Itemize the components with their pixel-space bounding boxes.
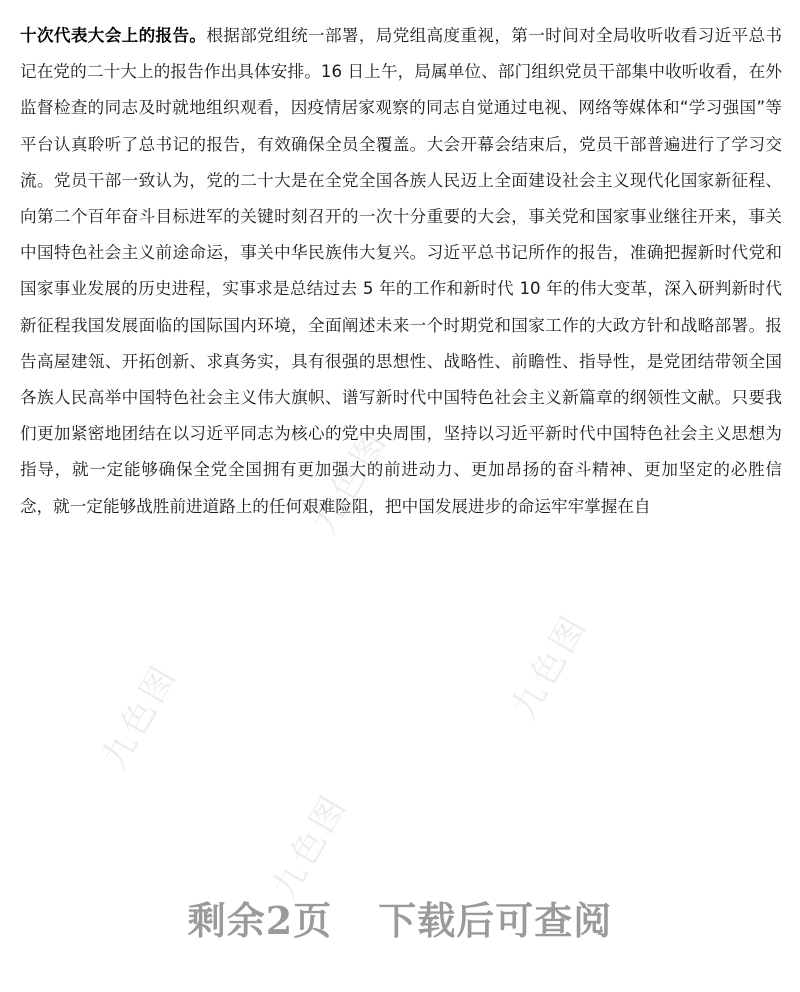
- download-prompt-label: 下载后可查阅: [378, 898, 613, 943]
- remaining-pages-banner[interactable]: [0, 890, 800, 945]
- watermark: 九色图: [504, 606, 596, 726]
- watermark: 九色图: [264, 786, 356, 906]
- watermark: 九色图: [304, 421, 396, 541]
- paragraph-body: 根据部党组统一部署，局党组高度重视，第一时间对全局收听收看习近平总书记在党的二十大上的报告作出具体安排。16 日上午，局属单位、部门组织党员干部集中收听收看，在外监督检查的同志及时就地组织观看，因疫情居家观察的同志自觉通过电视、网络等媒体和“学习强国”等平台认真聆听了总书记的报告，有效确保全员全覆盖。大会开幕会结束后，党员干部普遍进行了学习交流。党员干部一致认为，党的二十大是在全党全国各族人民迈上全面建设社会主义现代化国家新征程、向第二个百年奋斗目标进军的关键时刻召开的一次十分重要的大会，事关党和国家事业继往开来，事关中国特色社会主义前途命运，事关中华民族伟大复兴。习近平总书记所作的报告，准确把握新时代党和国家事业发展的历史进程，实事求是总结过去 5 年的工作和新时代 10 年的伟大变革，深入研判新时代新征程我国发展面临的国际国内环境，全面阐述未来一个时期党和国家工作的大政方针和战略部署。报告高屋建瓴、开拓创新、求真务实，具有很强的思想性、战略性、前瞻性、指导性，是党团结带领全国各族人民高举中国特色社会主义伟大旗帜、谱写新时代中国特色社会主义新篇章的纲领性文献。只要我们更加紧密地团结在以习近平同志为核心的党中央周围，坚持以习近平新时代中国特色社会主义思想为指导，就一定能够确保全党全国拥有更加强大的前进动力、更加昂扬的奋斗精神、更加坚定的必胜信念，就一定能够战胜前进道路上的任何艰难险阻，把中国发展进步的命运牢牢掌握在自: [20, 26, 783, 516]
- remaining-pages-label: 剩余2页: [187, 898, 333, 943]
- document-paragraph: [20, 18, 782, 525]
- watermark: 九色图: [94, 656, 186, 776]
- paragraph-lead-phrase: 十次代表大会上的报告。: [20, 26, 207, 45]
